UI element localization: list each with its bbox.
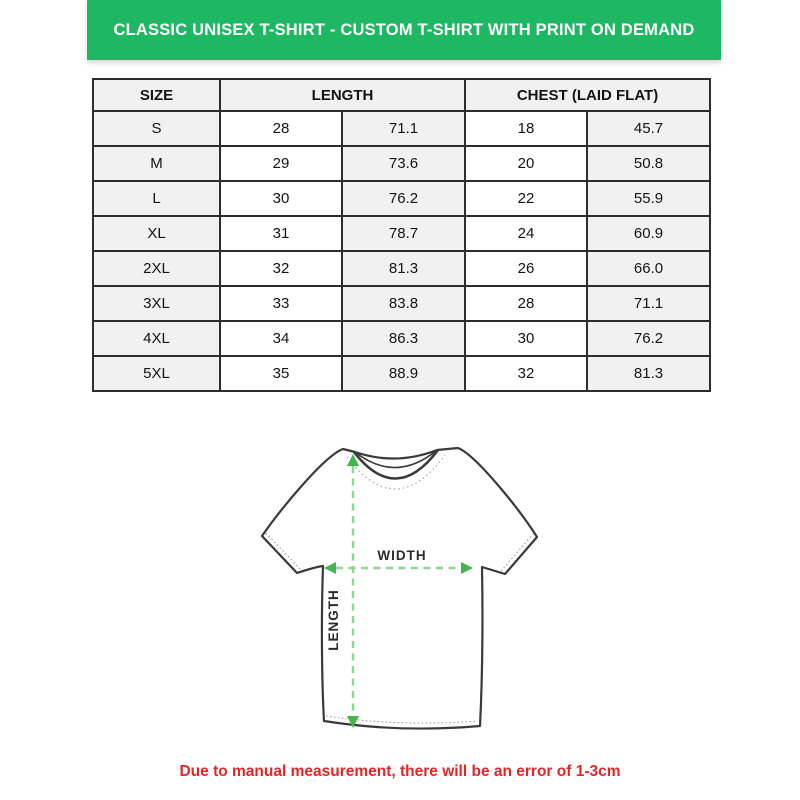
cell-chest-cm: 76.2	[587, 321, 710, 356]
cell-length-cm: 86.3	[342, 321, 465, 356]
table-row	[93, 111, 710, 146]
page-title: CLASSIC UNISEX T-SHIRT - CUSTOM T-SHIRT WITH PRINT ON DEMAND	[113, 20, 695, 39]
cell-length-cm: 76.2	[342, 181, 465, 216]
cell-size: XL	[93, 216, 220, 251]
cell-length-cm: 81.3	[342, 251, 465, 286]
cell-chest-cm: 66.0	[587, 251, 710, 286]
cell-chest-cm: 50.8	[587, 146, 710, 181]
cell-size: 3XL	[93, 286, 220, 321]
cell-length-cm: 78.7	[342, 216, 465, 251]
cell-length-cm: 88.9	[342, 356, 465, 391]
cell-length-cm: 83.8	[342, 286, 465, 321]
cell-size: 5XL	[93, 356, 220, 391]
cell-length-in: 35	[220, 356, 342, 391]
table-row	[93, 286, 710, 321]
table-row	[93, 146, 710, 181]
table-header	[93, 79, 710, 111]
cell-chest-in: 24	[465, 216, 587, 251]
width-label: WIDTH	[377, 548, 427, 563]
title-banner	[87, 0, 721, 60]
cell-chest-in: 22	[465, 181, 587, 216]
table-row	[93, 181, 710, 216]
cell-size: 4XL	[93, 321, 220, 356]
cell-size: M	[93, 146, 220, 181]
cell-chest-in: 30	[465, 321, 587, 356]
table-row	[93, 251, 710, 286]
cell-length-cm: 71.1	[342, 111, 465, 146]
table-body	[93, 111, 710, 391]
cell-size: L	[93, 181, 220, 216]
cell-chest-in: 32	[465, 356, 587, 391]
tshirt-outline	[262, 448, 537, 729]
col-header-length: LENGTH	[220, 79, 465, 111]
cell-length-in: 34	[220, 321, 342, 356]
table-header-row	[93, 79, 710, 111]
cell-length-in: 29	[220, 146, 342, 181]
cell-chest-cm: 71.1	[587, 286, 710, 321]
col-header-chest: CHEST (LAID FLAT)	[465, 79, 710, 111]
cell-chest-in: 28	[465, 286, 587, 321]
disclaimer-text: Due to manual measurement, there will be an error of 1-3cm	[179, 763, 621, 780]
table-row	[93, 216, 710, 251]
measurement-disclaimer	[0, 763, 800, 781]
cell-chest-in: 26	[465, 251, 587, 286]
cell-length-in: 33	[220, 286, 342, 321]
cell-length-in: 30	[220, 181, 342, 216]
cell-chest-cm: 45.7	[587, 111, 710, 146]
table-row	[93, 321, 710, 356]
cell-chest-in: 20	[465, 146, 587, 181]
cell-length-in: 32	[220, 251, 342, 286]
table-row	[93, 356, 710, 391]
cell-chest-cm: 81.3	[587, 356, 710, 391]
cell-chest-cm: 55.9	[587, 181, 710, 216]
cell-chest-in: 18	[465, 111, 587, 146]
cell-size: 2XL	[93, 251, 220, 286]
cell-length-cm: 73.6	[342, 146, 465, 181]
col-header-size: SIZE	[93, 79, 220, 111]
cell-chest-cm: 60.9	[587, 216, 710, 251]
cell-length-in: 28	[220, 111, 342, 146]
size-chart-table	[92, 78, 711, 392]
cell-length-in: 31	[220, 216, 342, 251]
tshirt-diagram	[240, 424, 560, 760]
cell-size: S	[93, 111, 220, 146]
length-label: LENGTH	[326, 589, 341, 651]
